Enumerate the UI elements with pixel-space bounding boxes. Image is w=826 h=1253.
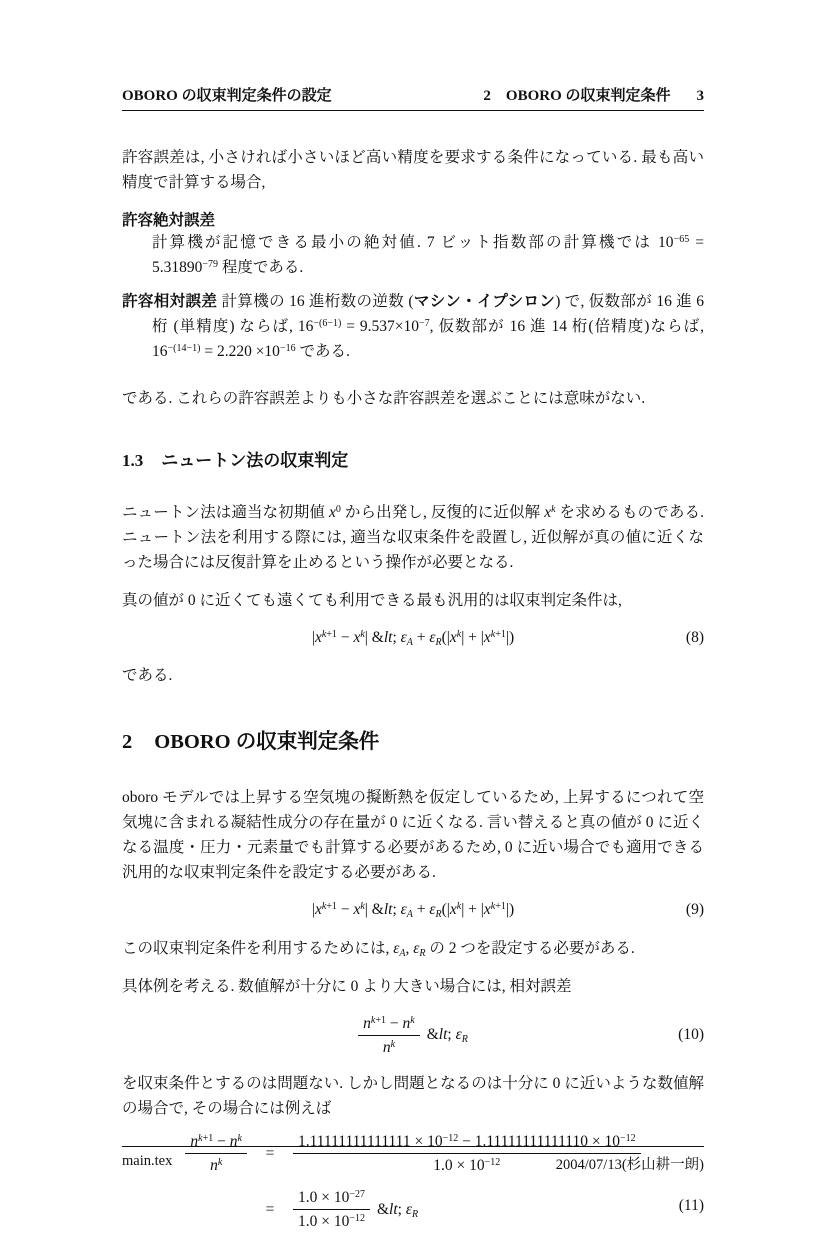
section-number: 2 [122, 731, 133, 753]
fraction-denominator: $n^k$ [185, 1153, 247, 1175]
subsection-title: ニュートン法の収束判定 [161, 451, 349, 470]
term-absolute-error-label: 許容絶対誤差 [122, 212, 216, 229]
paragraph-example: 具体例を考える. 数値解が十分に 0 より大きい場合には, 相対誤差 [122, 978, 572, 995]
equation-9-math: $|x^{k+1} - x^k|$ &lt; $\varepsilon_A + \varepsilon_R(|x^k| + |x^{k+1}|)$ [311, 901, 515, 920]
fraction-denominator: $n^k$ [358, 1035, 420, 1057]
equation-10-tail: &lt; $\varepsilon_R$ [426, 1026, 468, 1045]
header-left-title: OBORO の収束判定条件の設定 [122, 88, 332, 104]
header-right-group [483, 84, 704, 105]
footer-date-author: 2004/07/13(杉山耕一朗) [555, 1157, 704, 1173]
paragraph-problem-case: を収束条件とするのは問題ない. しかし問題となるのは十分に 0 に近いような数値解の場合で, その場合には例えば [122, 1075, 704, 1117]
equation-11-tail: &lt; $\varepsilon_R$ [376, 1200, 419, 1220]
header-page-number: 3 [696, 88, 704, 104]
paragraph-tolerance-intro: 許容誤差は, 小さければ小さいほど高い精度を要求する条件になっている. 最も高い精度で計算する場合, [122, 149, 704, 191]
term-relative-error-text-post: ) で, 仮数部が 16 進 6 桁 (単精度) ならば, $16^{-(6-1)} = 9.537\times 10^{-7}$, 仮数部が 16 進 14 桁(倍精度)ならば, $16^{-(14-1)} = 2.220 \times 10^{-16}$ である. [152, 293, 705, 360]
footer-filename: main.tex [122, 1153, 173, 1169]
paragraph-oboro-model: oboro モデルでは上昇する空気塊の擬断熱を仮定しているため, 上昇するにつれて空気塊に含まれる凝結性成分の存在量が 0 に近くなる. 言い替えると真の値が 0 に近くなる温度・圧力・元素量でも計算する必要があるため, 0 に近い場合でも適用できる汎用的な収束判定条件を設定する必要がある. [122, 789, 704, 881]
equation-8-math: $|x^{k+1} - x^k|$ &lt; $\varepsilon_A + \varepsilon_R(|x^k| + |x^{k+1}|)$ [311, 629, 515, 648]
paragraph-after-terms: である. これらの許容誤差よりも小さな許容誤差を選ぶことには意味がない. [122, 390, 646, 407]
header-section-title: 2 OBORO の収束判定条件 [483, 88, 671, 104]
fraction-denominator: $1.0 \times 10^{-12}$ [293, 1153, 641, 1175]
page-header [122, 84, 704, 105]
document-page [0, 84, 826, 1253]
subsection-number: 1.3 [122, 451, 144, 470]
machine-epsilon-bold: マシン・イプシロン [413, 293, 556, 310]
equation-11-rhs-fraction-2 [293, 1187, 370, 1231]
term-absolute-error [122, 208, 704, 280]
term-absolute-error-description: 計算機が記憶できる最小の絶対値. 7 ビット指数部の計算機では $10^{-65} = 5.31890^{-79}$ 程度である. [152, 234, 704, 276]
fraction-numerator: $n^{k+1} - n^k$ [363, 1015, 415, 1032]
section-title: OBORO の収束判定条件 [154, 731, 380, 753]
fraction-denominator: $1.0 \times 10^{-12}$ [293, 1209, 370, 1231]
equation-10 [122, 1013, 704, 1057]
equation-10-fraction [358, 1013, 420, 1057]
equals-sign: = [265, 1200, 275, 1218]
paragraph-epsilon-settings: この収束判定条件を利用するためには, $\varepsilon_A$, $\varepsilon_R$ の 2 つを設定する必要がある. [122, 940, 635, 959]
subsection-heading-1-3 [122, 446, 704, 471]
paragraph-newton: ニュートン法は適当な初期値 $x^0$ から出発し, 反復的に近似解 $x^k$ を求めるものである. ニュートン法を利用する際には, 適当な収束条件を設置し, 近似解が真の値に近くなった場合には反復計算を止めるという操作が必要となる. [122, 504, 704, 571]
page-content [122, 145, 704, 1231]
equation-9 [122, 899, 704, 921]
equation-11-rhs-2 [293, 1187, 641, 1231]
equation-10-number: (10) [678, 1026, 704, 1043]
page-footer [122, 1146, 704, 1174]
fraction-numerator: $1.0 \times 10^{-27}$ [297, 1189, 365, 1206]
term-relative-error-label: 許容相対誤差 [122, 293, 218, 310]
term-relative-error [122, 289, 704, 364]
equals-sign: = [265, 1144, 275, 1162]
fraction-numerator: $1.11111111111111 \times 10^{-12} - 1.11111111111110 \times 10^{-12}$ [297, 1133, 636, 1150]
equation-9-number: (9) [685, 901, 704, 918]
fraction-numerator: $n^{k+1} - n^k$ [190, 1133, 242, 1150]
term-relative-error-text-pre: 計算機の 16 進桁数の逆数 ( [217, 293, 414, 310]
paragraph-dearu: である. [122, 667, 173, 684]
header-rule [122, 110, 704, 111]
section-heading-2 [122, 724, 704, 754]
equation-8 [122, 627, 704, 649]
paragraph-generic-condition: 真の値が 0 に近くても遠くても利用できる最も汎用的は収束判定条件は, [122, 592, 622, 609]
equation-11-number: (11) [678, 1197, 704, 1214]
equation-8-number: (8) [685, 629, 704, 646]
